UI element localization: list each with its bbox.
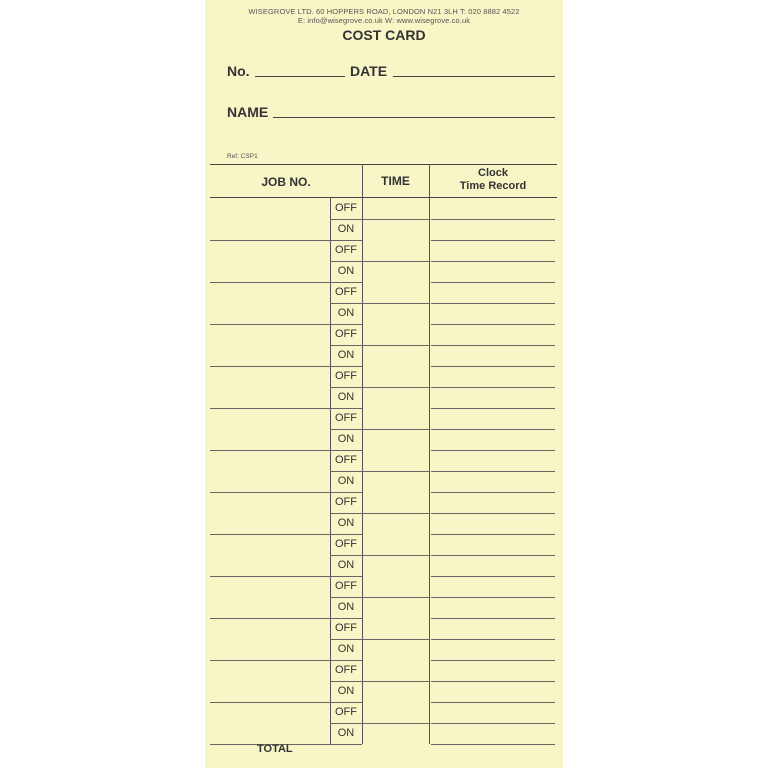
time-row-divider (362, 471, 429, 472)
cost-card (205, 0, 563, 768)
job-row-divider (210, 576, 330, 577)
on-cell: ON (337, 223, 355, 235)
job-row-divider (210, 282, 330, 283)
time-row-divider (362, 261, 429, 262)
off-cell: OFF (335, 244, 357, 256)
on-cell: ON (337, 349, 355, 361)
job-row-divider (210, 534, 330, 535)
clock-row-line[interactable] (431, 639, 555, 640)
on-cell: ON (337, 307, 355, 319)
job-row-divider (210, 408, 330, 409)
time-header: TIME (381, 174, 410, 188)
time-row-divider (362, 345, 429, 346)
clock-row-line[interactable] (431, 303, 555, 304)
time-row-divider (362, 639, 429, 640)
on-cell: ON (337, 643, 355, 655)
clock-row-line[interactable] (431, 534, 555, 535)
clock-header-line2: Time Record (459, 180, 527, 192)
on-cell: ON (337, 265, 355, 277)
card-title: COST CARD (342, 27, 426, 43)
clock-row-line[interactable] (431, 702, 555, 703)
job-time-table (205, 0, 563, 768)
job-row-divider (210, 366, 330, 367)
off-cell: OFF (335, 706, 357, 718)
clock-row-line[interactable] (431, 576, 555, 577)
clock-row-line[interactable] (431, 723, 555, 724)
time-row-divider (362, 681, 429, 682)
clock-row-line[interactable] (431, 555, 555, 556)
off-cell: OFF (335, 496, 357, 508)
clock-row-line[interactable] (431, 261, 555, 262)
time-column-right-border (429, 164, 430, 744)
job-row-divider (210, 324, 330, 325)
on-cell: ON (337, 391, 355, 403)
clock-row-line[interactable] (431, 681, 555, 682)
off-cell: OFF (335, 580, 357, 592)
date-label: DATE (350, 63, 388, 79)
clock-row-line[interactable] (431, 408, 555, 409)
off-cell: OFF (335, 622, 357, 634)
job-row-divider (210, 240, 330, 241)
job-row-divider (210, 618, 330, 619)
time-row-divider (362, 429, 429, 430)
clock-row-line[interactable] (431, 324, 555, 325)
no-label: No. (227, 63, 250, 79)
time-row-divider (362, 597, 429, 598)
off-cell: OFF (335, 412, 357, 424)
on-cell: ON (337, 517, 355, 529)
total-label: TOTAL (257, 743, 293, 755)
clock-row-line[interactable] (431, 492, 555, 493)
job-row-divider (210, 492, 330, 493)
off-cell: OFF (335, 286, 357, 298)
off-cell: OFF (335, 454, 357, 466)
on-cell: ON (337, 559, 355, 571)
clock-row-line[interactable] (431, 660, 555, 661)
name-label: NAME (227, 104, 269, 120)
table-top-border (210, 164, 557, 165)
job-no-header: JOB NO. (261, 175, 311, 189)
off-cell: OFF (335, 664, 357, 676)
clock-header-line1: Clock (478, 167, 508, 179)
on-cell: ON (337, 475, 355, 487)
time-row-divider (362, 219, 429, 220)
on-cell: ON (337, 727, 355, 739)
clock-row-line[interactable] (431, 429, 555, 430)
table-header-bottom-border (210, 197, 557, 198)
job-row-divider (210, 702, 330, 703)
clock-row-line[interactable] (431, 219, 555, 220)
clock-row-line[interactable] (431, 387, 555, 388)
off-cell: OFF (335, 202, 357, 214)
on-cell: ON (337, 433, 355, 445)
clock-row-line[interactable] (431, 282, 555, 283)
company-contact-line: E: info@wisegrove.co.uk W: www.wisegrove.co.uk (297, 16, 471, 25)
company-address-line: WISEGROVE LTD. 60 HOPPERS ROAD, LONDON N21 3LH T: 020 8882 4522 (248, 7, 520, 16)
on-cell: ON (337, 601, 355, 613)
clock-row-line[interactable] (431, 513, 555, 514)
clock-row-line[interactable] (431, 597, 555, 598)
off-cell: OFF (335, 370, 357, 382)
time-row-divider (362, 387, 429, 388)
clock-row-line[interactable] (431, 366, 555, 367)
job-row-divider (210, 450, 330, 451)
time-row-divider (362, 555, 429, 556)
job-row-divider (210, 660, 330, 661)
off-cell: OFF (335, 538, 357, 550)
clock-row-line[interactable] (431, 240, 555, 241)
ref-code: Ref: CSP1 (227, 153, 258, 160)
time-row-divider (362, 513, 429, 514)
clock-row-line[interactable] (431, 345, 555, 346)
clock-row-line[interactable] (431, 618, 555, 619)
offon-row-divider (330, 744, 362, 745)
on-cell: ON (337, 685, 355, 697)
time-column-left-border (362, 164, 363, 744)
clock-row-line[interactable] (431, 450, 555, 451)
off-cell: OFF (335, 328, 357, 340)
time-row-divider (362, 723, 429, 724)
time-row-divider (362, 303, 429, 304)
clock-row-line[interactable] (431, 744, 555, 745)
clock-row-line[interactable] (431, 471, 555, 472)
